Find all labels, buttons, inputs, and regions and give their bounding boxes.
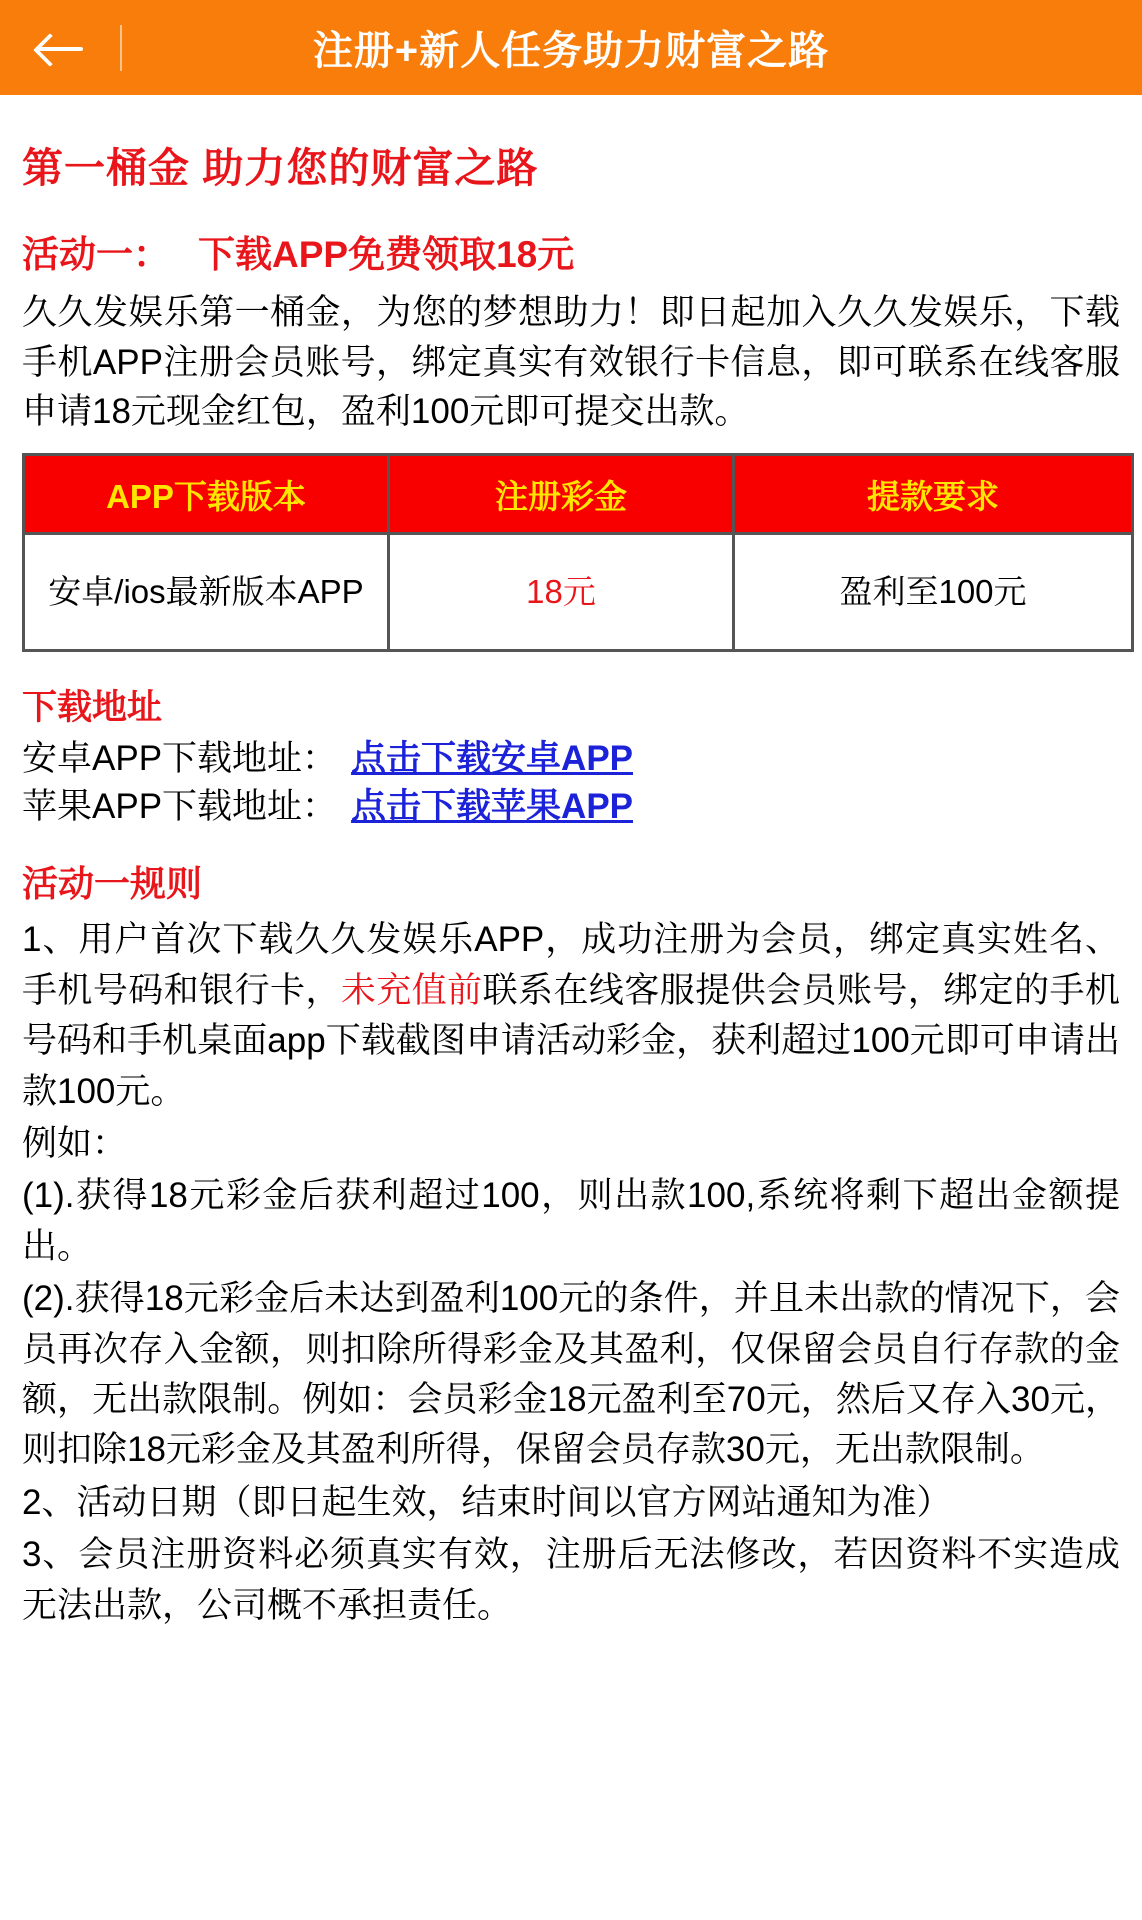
download-link-android[interactable]: 点击下载安卓APP [351, 739, 634, 779]
download-label-ios: 苹果APP下载地址： [22, 787, 338, 827]
example-item-2: (2).获得18元彩金后未达到盈利100元的条件，并且未出款的情况下，会员再次存入金额，则扣除所得彩金及其盈利，仅保留会员自行存款的金额，无出款限制。例如：会员彩金18元盈利至70元，然后又存入30元，则扣除18元彩金及其盈利所得，保留会员存款30元，无出款限制。 [22, 1279, 1120, 1470]
page-title: 注册+新人任务助力财富之路 [312, 29, 830, 73]
rule-item-2: 2、活动日期（即日起生效，结束时间以官方网站通知为准） [22, 1482, 952, 1522]
download-label-android: 安卓APP下载地址： [22, 739, 338, 779]
page-content [0, 95, 1142, 1663]
table-header-version: APP下载版本 [24, 455, 389, 534]
download-row-android [22, 736, 1120, 782]
rules-heading: 活动一规则 [22, 863, 203, 905]
rule-1-highlight: 未充值前 [340, 970, 483, 1010]
rule-1-part-a: 1、用户首次下载久久发娱乐APP，成功注册为会员，绑定真实姓名、手机号码和银行卡， [22, 920, 1120, 1010]
activity-one-heading [22, 224, 1120, 278]
app-header [0, 0, 1142, 95]
table-cell-withdraw: 盈利至100元 [734, 534, 1133, 651]
activity-one-title: 下载APP免费领取18元 [198, 234, 575, 275]
table-header-withdraw: 提款要求 [734, 455, 1133, 534]
example-label: 例如： [22, 1124, 128, 1163]
table-cell-bonus: 18元 [389, 534, 734, 651]
rule-item-3: 3、会员注册资料必须真实有效，注册后无法修改，若因资料不实造成无法出款，公司概不承担责任。 [22, 1535, 1120, 1625]
download-heading: 下载地址 [22, 688, 163, 728]
back-arrow-icon [37, 33, 83, 63]
promo-table [22, 453, 1134, 652]
download-row-ios [22, 784, 1120, 830]
download-link-ios[interactable]: 点击下载苹果APP [351, 787, 634, 827]
back-button[interactable] [0, 0, 120, 95]
example-item-1: (1).获得18元彩金后获利超过100，则出款100,系统将剩下超出金额提出。 [22, 1176, 1120, 1266]
rule-1-part-b: 联系在线客服提供会员账号，绑定的手机号码和手机桌面app下载截图申请活动彩金，获利超过100元即可申请出款100元。 [22, 970, 1120, 1111]
activity-one-description: 久久发娱乐第一桶金，为您的梦想助力！即日起加入久久发娱乐，下载手机APP注册会员账号，绑定真实有效银行卡信息，即可联系在线客服申请18元现金红包，盈利100元即可提交出款。 [22, 293, 1120, 432]
table-row [24, 534, 1133, 651]
promo-main-title: 第一桶金 助力您的财富之路 [22, 145, 539, 191]
table-header-bonus: 注册彩金 [389, 455, 734, 534]
table-cell-version: 安卓/ios最新版本APP [24, 534, 389, 651]
rule-item-1 [22, 915, 1120, 1117]
table-header-row [24, 455, 1133, 534]
activity-one-label: 活动一： [22, 234, 170, 275]
